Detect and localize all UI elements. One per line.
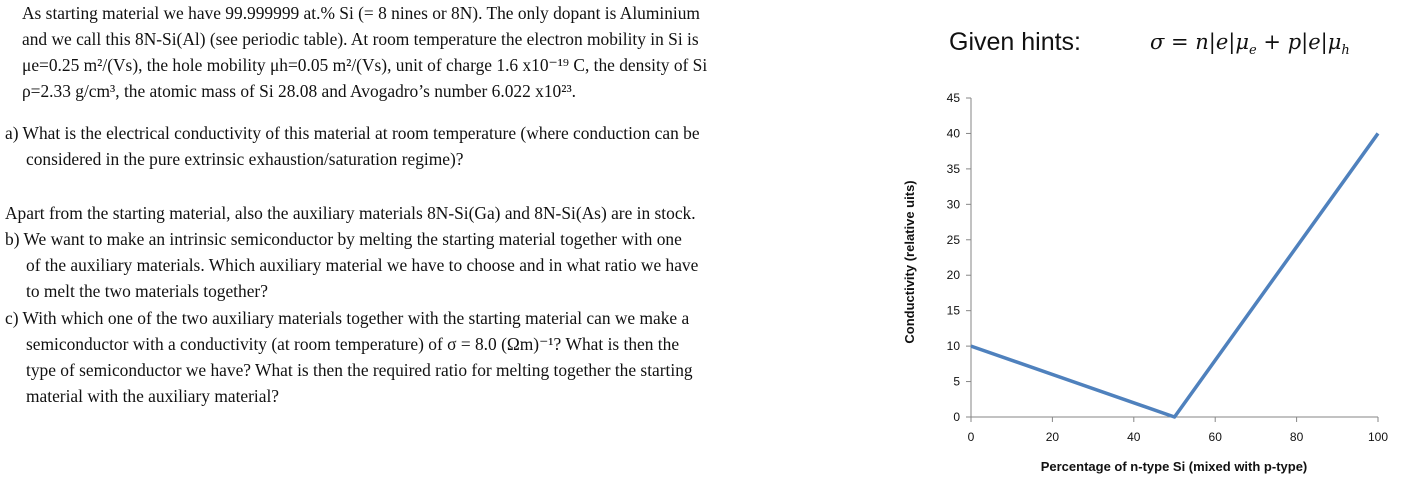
y-tick-labels [947,91,961,424]
conductivity-chart [895,80,1405,480]
question-a-line-1: a) What is the electrical conductivity of this material at room temperature (where conduction can be [5,123,700,143]
x-axis-label: Percentage of n-type Si (mixed with p-type) [1040,459,1308,474]
question-c [5,305,693,409]
question-b-line-3: to melt the two materials together? [26,281,268,301]
chart-axes [966,98,1378,422]
y-tick-label: 25 [946,232,960,247]
intro-line-2: and we call this 8N-Si(Al) (see periodic table). At room temperature the electron mobility in Si is [22,29,699,49]
y-tick-label: 40 [946,126,960,141]
intro-line-4: ρ=2.33 g/cm³, the atomic mass of Si 28.08 and Avogadro’s number 6.022 x10²³. [22,81,577,101]
question-c-line-3: type of semiconductor we have? What is then the required ratio for melting together the starting [26,360,693,380]
x-tick-label: 100 [1367,430,1389,444]
intro-line-1: As starting material we have 99.999999 at.% Si (= 8 nines or 8N). The only dopant is Aluminium [22,3,700,23]
conductivity-formula [1150,30,1350,58]
formula-subscript-e: e [1249,43,1257,59]
y-tick-label: 10 [946,339,960,354]
y-tick-label: 35 [946,161,960,176]
y-tick-label: 45 [946,91,960,105]
formula-subscript-h: h [1341,43,1350,59]
auxiliary-materials-text [5,200,696,226]
question-c-line-2: semiconductor with a conductivity (at room temperature) of σ = 8.0 (Ωm)⁻¹? What is then the [26,334,680,354]
formula-part-2: + p|e|μ [1256,30,1342,54]
question-b [5,226,698,304]
series-line-conductivity [971,133,1378,417]
question-c-line-4: material with the auxiliary material? [26,386,280,406]
x-tick-label: 20 [1045,430,1060,444]
chart-series [971,133,1378,417]
y-tick-label: 0 [953,410,960,424]
x-tick-label: 40 [1127,430,1141,444]
formula-part-1: σ = n|e|μ [1150,30,1250,54]
hints-title: Given hints: [949,28,1082,56]
intro-paragraph [22,0,707,104]
x-tick-label: 60 [1208,430,1222,444]
y-tick-label: 20 [946,268,960,283]
x-tick-label: 0 [967,430,975,444]
y-tick-label: 15 [946,303,960,318]
x-tick-label: 80 [1289,430,1304,444]
question-c-line-1: c) With which one of the two auxiliary materials together with the starting material can we make a [5,308,690,328]
question-a [5,120,700,172]
question-b-line-2: of the auxiliary materials. Which auxiliary material we have to choose and in what ratio we have [26,255,699,275]
intro-line-3: μe=0.25 m²/(Vs), the hole mobility μh=0.05 m²/(Vs), unit of charge 1.6 x10⁻¹⁹ C, the density of Si [22,55,708,75]
auxiliary-line-1: Apart from the starting material, also the auxiliary materials 8N-Si(Ga) and 8N-Si(As) are in stock. [5,203,696,223]
y-tick-label: 5 [953,374,960,389]
y-tick-label: 30 [946,197,960,212]
y-axis-label: Conductivity (relative uits) [902,180,917,344]
question-a-line-2: considered in the pure extrinsic exhaustion/saturation regime)? [26,149,464,169]
question-b-line-1: b) We want to make an intrinsic semiconductor by melting the starting material together with one [5,229,682,249]
x-tick-labels [968,430,1389,444]
